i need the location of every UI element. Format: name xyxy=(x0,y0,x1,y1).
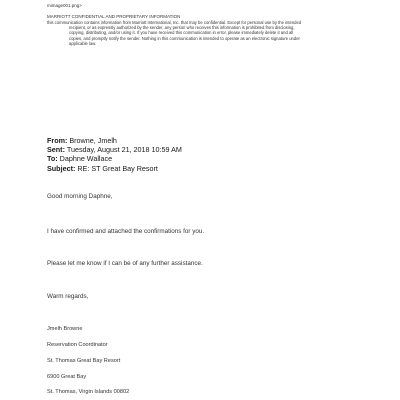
confidential-line: copying, distributing, and/or using it. If you have received this communication in error, please immediately delete it and all xyxy=(69,30,294,36)
confidential-notice xyxy=(47,20,337,46)
to-row xyxy=(47,154,182,163)
signature-name: Jmelh Browne xyxy=(47,326,83,332)
subject-label: Subject: xyxy=(47,163,76,173)
body-line-assistance: Please let me know if I can be of any further assistance. xyxy=(47,260,203,267)
sent-row xyxy=(47,145,182,154)
subject-value: RE: ST Great Bay Resort xyxy=(75,163,158,173)
image-reference: mimage001.png> xyxy=(47,3,82,8)
from-row xyxy=(47,136,182,145)
greeting: Good morning Daphne, xyxy=(47,193,113,200)
from-value: Browne, Jmelh xyxy=(67,136,117,145)
signature-street: 6900 Great Bay xyxy=(47,374,87,380)
signature-title: Reservation Coordinator xyxy=(47,342,108,348)
confidential-title: MARRIOTT CONFIDENTIAL AND PROPRIETARY INFORMATION xyxy=(47,14,181,19)
email-header xyxy=(47,136,182,173)
confidential-line: this communication contains information from Marriott International, Inc. that may be confidential. Except for personal use by the intended xyxy=(47,20,302,25)
body-line-confirmed: I have confirmed and attached the confirmations for you. xyxy=(47,228,205,235)
sent-label: Sent: xyxy=(47,145,65,155)
subject-row xyxy=(47,164,182,173)
signature-city: St. Thomas, Virgin Islands 00802 xyxy=(47,389,130,395)
to-label: To: xyxy=(47,154,58,164)
confidential-line: applicable law. xyxy=(69,40,97,46)
signature-company: St. Thomas Great Bay Resort xyxy=(47,358,121,364)
confidential-line: copies, and promptly notify the sender. Nothing in this communication is intended to operate as an electronic signature under xyxy=(69,35,300,41)
from-label: From: xyxy=(47,136,68,145)
closing: Warm regards, xyxy=(47,293,89,300)
sent-value: Tuesday, August 21, 2018 10:59 AM xyxy=(64,145,182,155)
to-value: Daphne Wallace xyxy=(57,154,113,164)
confidential-line: recipient, or as expressly authorized by the sender, any person who receives this information is prohibited from disclosing, xyxy=(69,25,295,31)
